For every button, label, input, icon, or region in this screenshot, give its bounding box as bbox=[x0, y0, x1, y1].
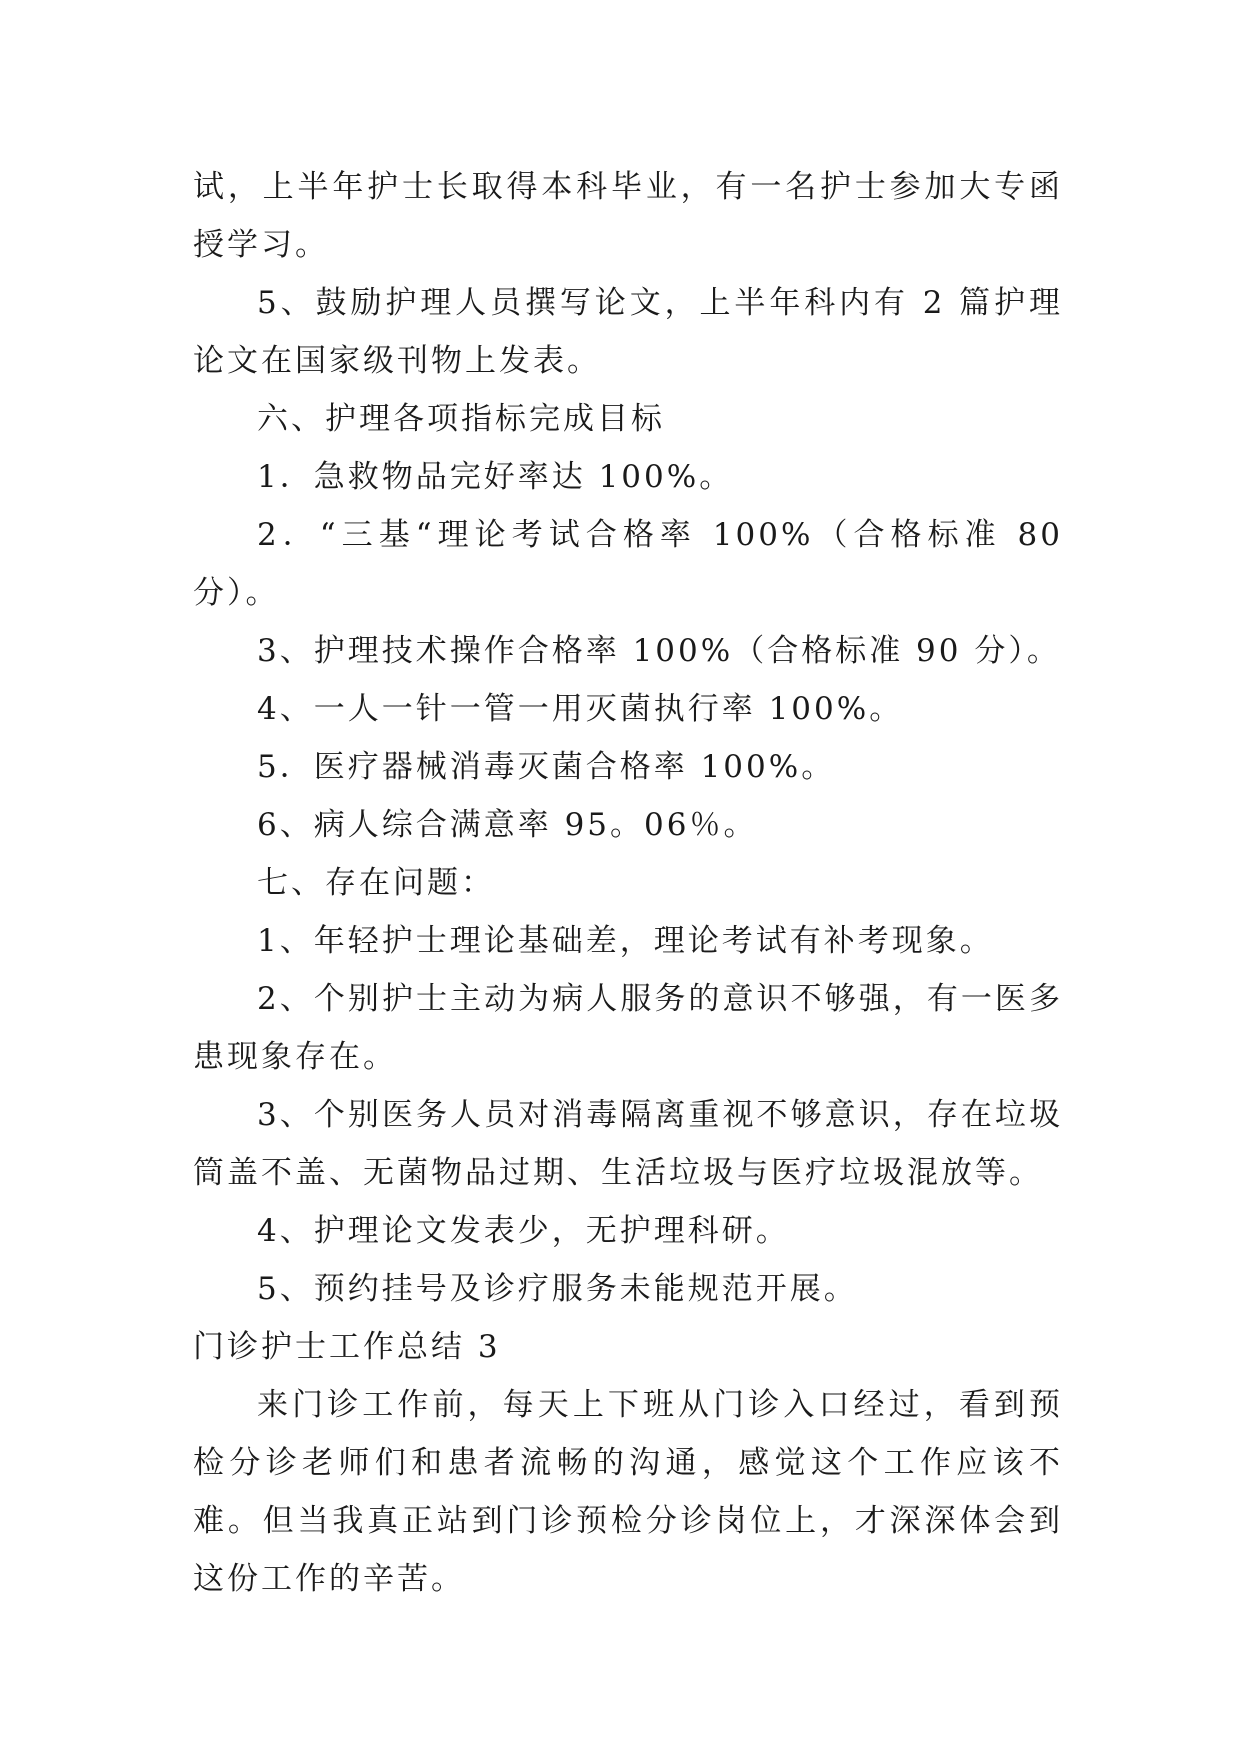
list-item: 2．“三基“理论考试合格率 100%（合格标准 80 分）。 bbox=[193, 517, 1063, 611]
list-item: 3、护理技术操作合格率 100%（合格标准 90 分）。 bbox=[257, 633, 1061, 669]
list-item: 1．急救物品完好率达 100%。 bbox=[257, 459, 734, 495]
paragraph-continuation: 试，上半年护士长取得本科毕业，有一名护士参加大专函授学习。 bbox=[193, 169, 1063, 263]
list-item: 5．医疗器械消毒灭菌合格率 100%。 bbox=[257, 749, 836, 785]
list-item: 4、一人一针一管一用灭菌执行率 100%。 bbox=[257, 691, 904, 727]
list-item: 1、年轻护士理论基础差，理论考试有补考现象。 bbox=[257, 923, 994, 959]
paragraph-body: 来门诊工作前，每天上下班从门诊入口经过，看到预检分诊老师们和患者流畅的沟通，感觉这个工作应该不难。但当我真正站到门诊预检分诊岗位上，才深深体会到这份工作的辛苦。 bbox=[193, 1387, 1063, 1597]
section-heading-six: 六、护理各项指标完成目标 bbox=[257, 401, 665, 437]
list-item: 6、病人综合满意率 95。06％。 bbox=[257, 807, 758, 843]
section-heading-seven: 七、存在问题： bbox=[257, 865, 495, 901]
document-section-title: 门诊护士工作总结 3 bbox=[193, 1329, 501, 1365]
paragraph-item-5-papers: 5、鼓励护理人员撰写论文，上半年科内有 2 篇护理论文在国家级刊物上发表。 bbox=[193, 285, 1063, 379]
list-item: 3、个别医务人员对消毒隔离重视不够意识，存在垃圾筒盖不盖、无菌物品过期、生活垃圾与医疗垃圾混放等。 bbox=[193, 1097, 1063, 1191]
list-item: 5、预约挂号及诊疗服务未能规范开展。 bbox=[257, 1271, 858, 1307]
document-body bbox=[193, 158, 1063, 1608]
list-item: 4、护理论文发表少，无护理科研。 bbox=[257, 1213, 790, 1249]
list-item: 2、个别护士主动为病人服务的意识不够强，有一医多患现象存在。 bbox=[193, 981, 1063, 1075]
